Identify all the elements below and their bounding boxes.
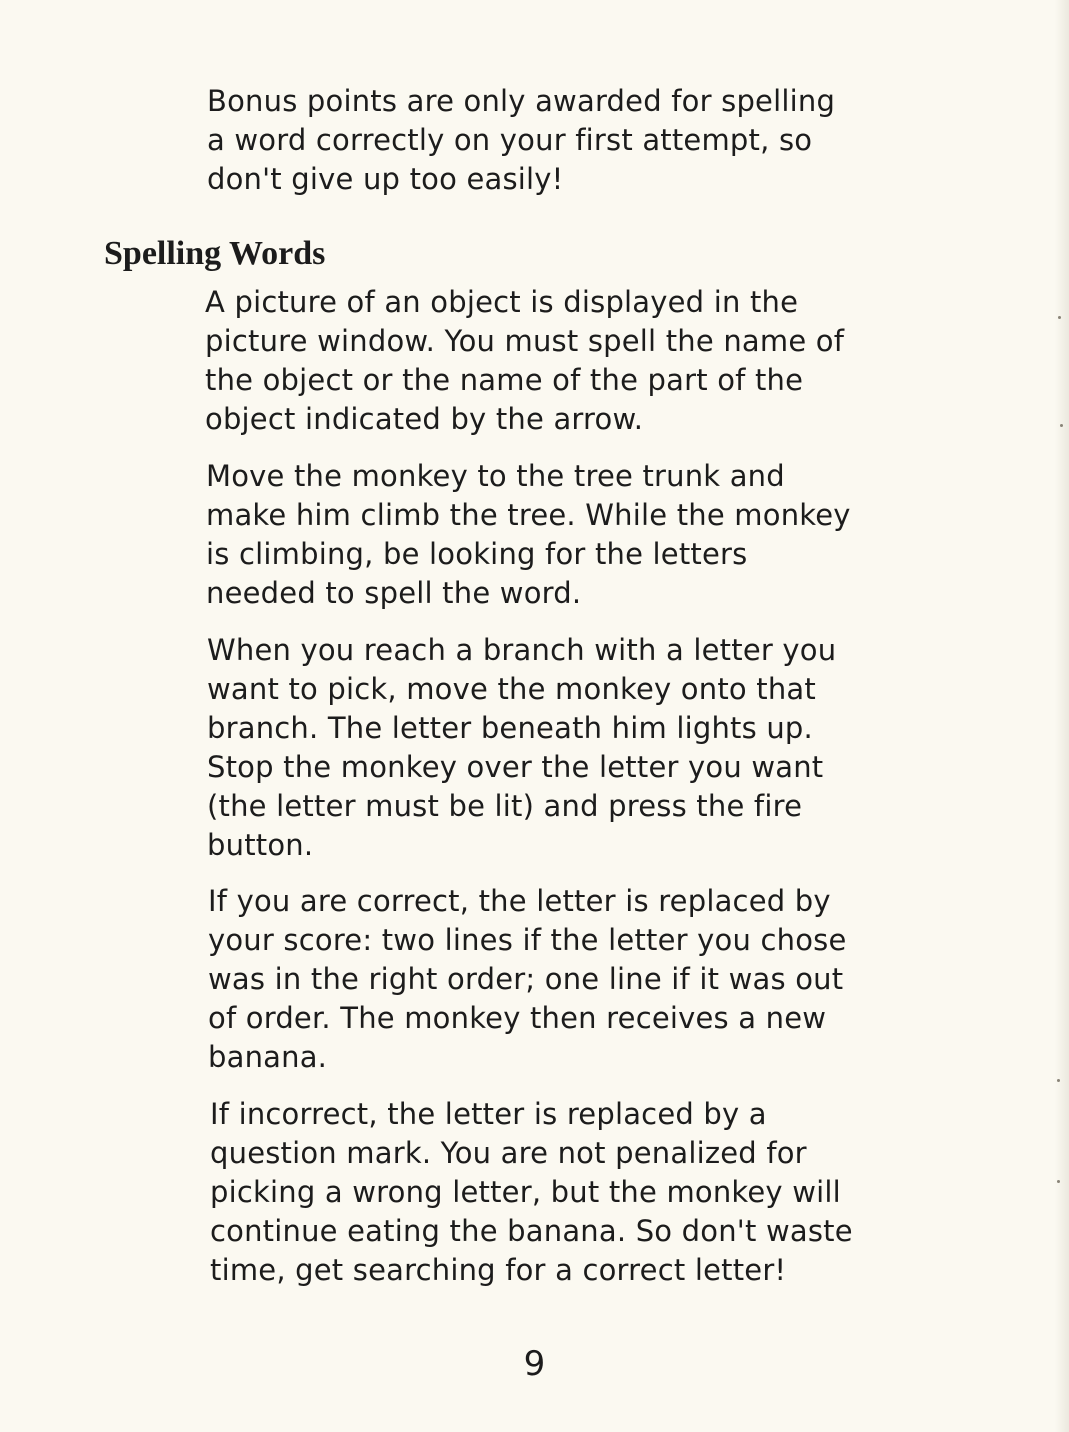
paragraph-climb-tree: Move the monkey to the tree trunk and make him climb the tree. While the monkey is climbing, be looking for the letters needed to spell the word. (206, 459, 851, 610)
paper-speck (1057, 1079, 1060, 1082)
paper-speck (1057, 1180, 1060, 1183)
intro-paragraph: Bonus points are only awarded for spelling a word correctly on your first attempt, so don't give up too easily! (207, 84, 836, 196)
paragraph-pick-letter: When you reach a branch with a letter you want to pick, move the monkey onto that branch. The letter beneath him lights up. Stop the monkey over the letter you want (the letter must be lit) and press the fire button. (207, 633, 837, 862)
paper-speck (1058, 316, 1061, 319)
section-heading: Spelling Words (104, 235, 326, 272)
page-edge-shadow (1055, 0, 1069, 1432)
paragraph-correct-letter: If you are correct, the letter is replaced by your score: two lines if the letter you chose was in the right order; one line if it was out of order. The monkey then receives a new banana. (208, 884, 847, 1074)
page-number: 9 (523, 1344, 546, 1384)
paragraph-picture-window: A picture of an object is displayed in the picture window. You must spell the name of the object or the name of the part of the object indicated by the arrow. (205, 285, 845, 436)
paper-speck (1060, 424, 1063, 427)
paragraph-incorrect-letter: If incorrect, the letter is replaced by a question mark. You are not penalized for picking a wrong letter, but the monkey will continue eating the banana. So don't waste time, get searching for a correct letter! (210, 1097, 853, 1287)
